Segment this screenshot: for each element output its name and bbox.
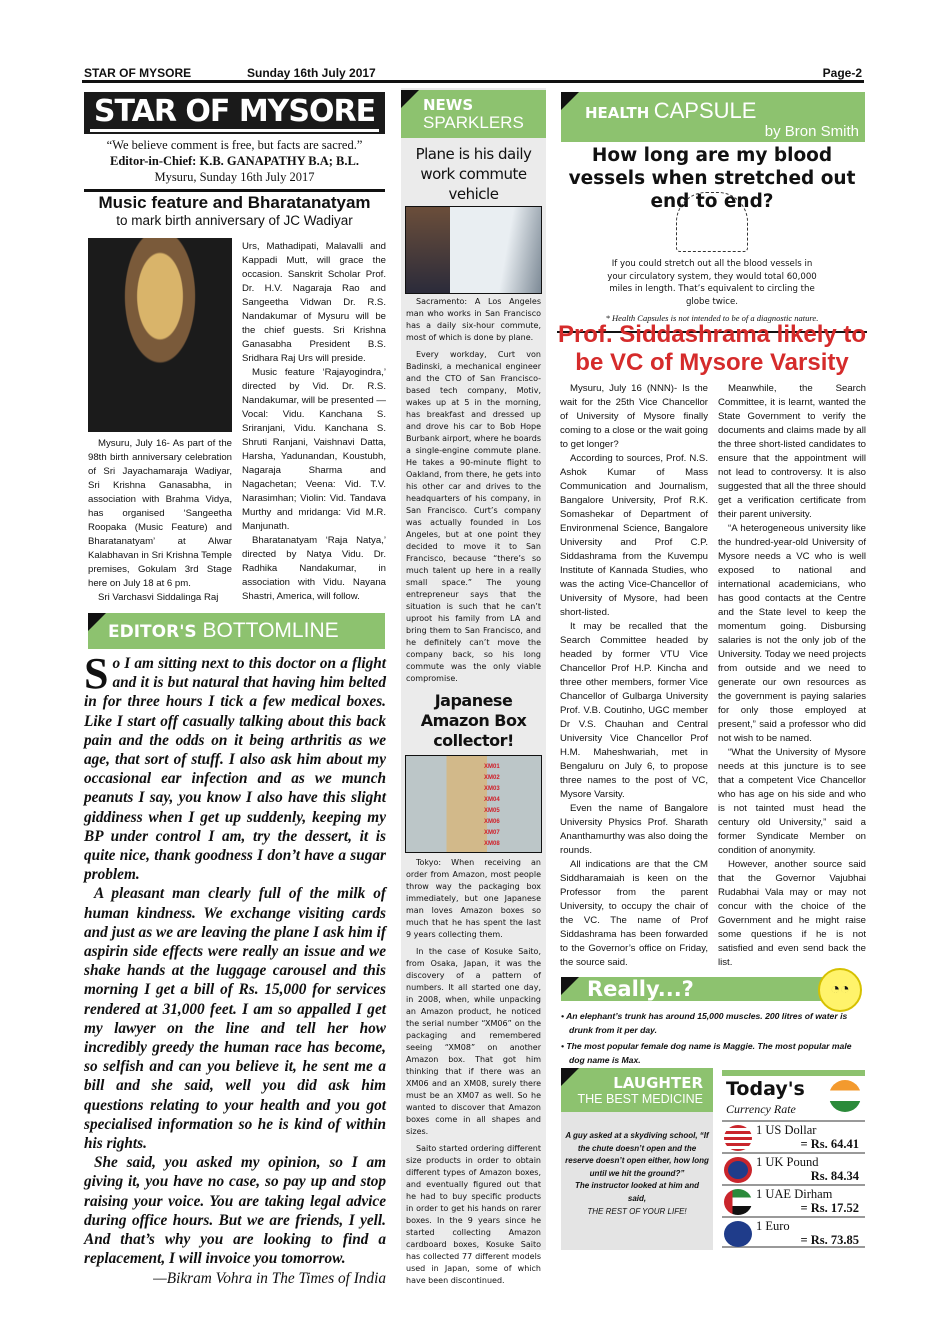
- paragraph: “What the University of Mysore needs at this juncture is to see that a competent Vice Chancellor who has age on his side and who is not tainted must head the century old University,” said a former Syndicate Member on condition of anonymity.: [718, 747, 866, 856]
- plane-headline: Plane is his daily work commute vehicle: [415, 145, 532, 203]
- byline: by Bron Smith: [764, 123, 859, 140]
- us-flag-icon: [724, 1125, 752, 1151]
- paragraph: Even the name of Bangalore University Physics Prof. Sharath Ananthamurthy was also doing the rounds.: [560, 803, 708, 856]
- news-sparklers-band: [401, 90, 546, 138]
- laughter-box: [561, 1068, 713, 1250]
- band-bold: NEWS: [423, 96, 474, 114]
- box-label: XM07: [484, 830, 500, 836]
- drop-cap: S: [84, 649, 109, 698]
- box-label: XM06: [484, 819, 500, 825]
- currency-rates: [722, 1070, 865, 1248]
- masthead-title: STAR OF MYSORE: [90, 94, 379, 132]
- page-number: Page-2: [822, 66, 862, 80]
- amazon-boxes-photo: [405, 755, 542, 853]
- box-label: XM03: [484, 786, 500, 792]
- eu-flag-icon: [724, 1221, 752, 1247]
- paragraph: In the case of Kosuke Saito, from Osaka, Japan, it was the discovery of a pattern of numbers. It all started one day, in 2008, when, while unpacking an Amazon product, he noticed the serial number “XM06” on the packaging and remembered seeing “XM08” on another Amazon box. That got him thinking that if there was an XM06 and an XM08, surely there must be an XM07 as well. So he wanted to discover that Amazon boxes come in all shapes and sizes.: [406, 947, 541, 1136]
- currency-name: 1 Euro: [756, 1219, 790, 1233]
- news-sparklers-column: [401, 88, 546, 1285]
- currency-name: 1 US Dollar: [756, 1123, 817, 1137]
- editor-line: Editor-in-Chief: K.B. GANAPATHY B.A; B.L.: [110, 154, 359, 168]
- rate-row-gbp: [722, 1152, 865, 1184]
- paragraph: She said, you asked my opinion, so I am giving it, you have no case, so pay up and stop raising your voice. You are taking legal advice during office hours. But we are friends, I yell. And that’s why you are looking to find a replacement, I will invoice you tomorrow.: [84, 1154, 386, 1268]
- editors-column: [84, 649, 386, 1288]
- corner-triangle-icon: [561, 1068, 579, 1086]
- rate-row-aed: [722, 1184, 865, 1216]
- music-headline: [84, 193, 385, 228]
- vc-column-1: [560, 382, 708, 970]
- joke-punchline: THE REST OF YOUR LIFE!: [587, 1206, 687, 1216]
- headline: Music feature and Bharatanatyam: [98, 193, 371, 212]
- paragraph: Urs, Mathadipati, Malavalli and Kappadi Mutt, will grace the occasion. Sanskrit Scholar Prof. Dr. H.V. Nagaraja Rao and Sangeetha Vidwan Dr. R.S. Nandakumar of Mysuru will be the chief guests. Sri Krishna Ganasabha President B.S. Sridhara Raj Urs will preside.: [242, 241, 386, 364]
- portrait-photo: [88, 238, 232, 432]
- music-text-left: [88, 437, 232, 605]
- fact-item: • An elephant’s trunk has around 15,000 muscles. 200 litres of water is drunk from it per day.: [561, 1011, 848, 1035]
- currency-title: Today's: [726, 1078, 805, 1100]
- health-text: If you could stretch out all the blood vessels in your circulatory system, they would total 60,000 miles in length. That’s equivalent to circling the globe twice.: [607, 259, 817, 307]
- corner-triangle-icon: [401, 90, 419, 108]
- health-headline: How long are my blood vessels when stretched out end to end?: [568, 145, 856, 212]
- joke-question: A guy asked at a skydiving school, “If the chute doesn’t open and the reserve doesn’t open either, how long until we hit the ground?”: [565, 1131, 709, 1178]
- paragraph: Tokyo: When receiving an order from Amazon, most people throw way the packaging box immediately, but one Japanese man loves Amazon boxes so much that he has spent the last 9 years collecting them.: [406, 858, 541, 939]
- currency-subtitle: Currency Rate: [726, 1102, 796, 1116]
- paragraph: According to sources, Prof. N.S. Ashok Kumar of Mass Communication and Journalism, Bangalore University, Prof R.K. Somashekar of Department of Environmenal Science, Bangalore University and Prof C.P. Siddashrama from the Kuvempu Institute of Kannada Studies, who was the acting Vice-Chancellor of University of Mysore, had been short-listed.: [560, 453, 708, 618]
- music-text-right: [242, 240, 386, 604]
- band-light: CAPSULE: [653, 98, 757, 123]
- health-capsule-band: [561, 92, 865, 142]
- fact-text: The most popular female dog name is Maggie. The most popular male dog name is Max.: [566, 1041, 852, 1065]
- band-light: BOTTOMLINE: [202, 619, 339, 642]
- health-note: * Health Capsules is not intended to be of a diagnostic nature.: [605, 313, 819, 323]
- joke: [565, 1130, 709, 1218]
- page-header: [82, 66, 864, 83]
- lightbulb-mascot-icon: ◔◔: [818, 968, 862, 1012]
- band-bold: HEALTH: [585, 104, 650, 122]
- paragraph: However, another source said that the Governor Vajubhai Rudabhai Vala may or may not concur with the choice of the Government and he might raise some questions if he is not satisfied and even send back the list.: [718, 859, 866, 968]
- currency-value: = Rs. 64.41: [800, 1137, 859, 1151]
- band-title: Really...?: [587, 977, 694, 1001]
- paragraph: o I am sitting next to this doctor on a flight and it is but natural that having him belted in for three hours I tick a few medical boxes. Like I start off casually talking about this back pain and the odds on it being arthritis as we age, that sort of stuff. I also ask him about my occasional ear infection and as we munch peanuts I say, you know I also have this slight giddiness when I get up suddenly, keeping my BP under control I am, try the dessert, it is quite nice, thank goodness I don’t have a sugar problem.: [84, 655, 386, 884]
- masthead-logo: [84, 92, 385, 134]
- subheadline: to mark birth anniversary of JC Wadiyar: [116, 213, 353, 228]
- plane-body: Every workday, Curt von Badinski, a mechanical engineer and the CTO of San Francisco-based tech company, Motiv, wakes up at 5 in the morning, has breakfast and dressed up and drove his car to Bob Hope Burbank airport, where he boards a single-engine commute plane. He takes a 90-minute flight to Oakland, from there, he gets into his other car and drives to the headquarters of his company, in San Francisco. Curt’s company was actually founded in Los Angeles, but at one point they decided to move it to San Francisco, because “there’s so much talent up here in a really small space.” The young entrepreneur says that the situation is such that he can’t uproot his family from LA and bring them to San Francisco, and he definitely can’t move the company back, so his long commute was the only viable compromise.: [406, 350, 541, 683]
- band-bold: LAUGHTER: [613, 1074, 703, 1092]
- amazon-headline: Japanese Amazon Box collector!: [420, 691, 527, 750]
- motto: “We believe comment is free, but facts are sacred.”: [106, 138, 363, 152]
- corner-triangle-icon: [561, 977, 579, 995]
- rate-row-usd: [722, 1120, 865, 1152]
- box-label: XM08: [484, 841, 500, 847]
- paragraph: Mysuru, July 16 (NNN)- Is the wait for the 25th Vice Chancellor of University of Mysore finally coming to a close or the wait going to get longer?: [560, 383, 708, 450]
- fact-item: • The most popular female dog name is Maggie. The most popular male dog name is Max.: [561, 1041, 852, 1065]
- band-light: SPARKLERS: [423, 113, 524, 132]
- currency-value: = Rs. 73.85: [800, 1233, 859, 1247]
- band-bold: EDITOR'S: [108, 622, 197, 642]
- paragraph: It may be recalled that the Search Committee headed by headed by former VTU Vice Chancellor Prof H.P. Kincha and three other members, former Vice Chancellor of Gulbarga University Prof. V.B. Coutinho, UGC member Dr V.S. Chauhan and Central University Vice Chancellor Prof H.M. Maheshwariah, met in Bengaluru on July 6, to propose three names to the post of VC, Mysore Varsity.: [560, 621, 708, 800]
- paragraph: Saito started ordering different size products in order to obtain different types of Amazon boxes, and eventually figured out that he had to buy specific products in order to get his hands on rarer boxes. In the 9 years since he started collecting Amazon cardboard boxes, Kosuke Saito has collected 77 different models used in Japan, some of which have been discontinued.: [406, 1144, 541, 1285]
- paragraph: Music feature ‘Rajayogindra,’ directed by Vid. Dr. R.S. Nandakumar, will be presented — Vocal: Vidu. Kanchana S. Sriranjani, Vidu. Kanchana S. Shruti Ranjani, Vaishnavi Datta, Harsha, Yadunandan, Koustubh, Nagaraja Sharma and Nagachetan; Veena: Vid. T.V. Narasimhan; Violin: Vid. Tandava Murthy and mridanga: Vid M.R. Manjunath.: [242, 367, 386, 532]
- currency-name: 1 UK Pound: [756, 1155, 819, 1169]
- plane-photo: [405, 206, 542, 294]
- box-label: XM01: [484, 764, 500, 770]
- fact-text: An elephant’s trunk has around 15,000 muscles. 200 litres of water is drunk from it per day.: [566, 1011, 848, 1035]
- band-light: THE BEST MEDICINE: [577, 1092, 703, 1106]
- laughter-band: [561, 1068, 713, 1112]
- paragraph: Meanwhile, the Search Committee, it is learnt, wanted the State Government to verify the documents and claims made by all the three short-listed candidates to ensure that the appointment will not lead to controversy. It is also suggested that all the three should get a verification certificate from their parent university.: [718, 383, 866, 520]
- credit: —Bikram Vohra in The Times of India: [153, 1269, 386, 1287]
- corner-triangle-icon: [88, 613, 106, 631]
- india-flag-icon: [829, 1080, 861, 1112]
- box-label: XM05: [484, 808, 500, 814]
- box-label: XM02: [484, 775, 500, 781]
- paragraph: A pleasant man clearly full of the milk of human kindness. We exchange visiting cards and just as we are leaving the plane I ask him if aspirin side effects were really an issue and we shake hands at the luggage carousel and this morning I get a bill of Rs. 15,000 for services rendered at 31,000 feet. I am so appalled I get my lawyer on the line and tell her how incredibly greedy the human race has become, so selfish and can you believe it, he sent me a bill and she said, well you did ask him questions relating to your health and you got specialised information so he is kind of within his rights.: [84, 885, 386, 1153]
- dateline: Mysuru, Sunday 16th July 2017: [154, 170, 315, 184]
- paragraph: Sri Varchasvi Siddalinga Raj: [98, 592, 219, 603]
- facts-list: [561, 1010, 867, 1070]
- issue-date: Sunday 16th July 2017: [247, 66, 376, 80]
- currency-value: = Rs. 17.52: [800, 1201, 859, 1215]
- editors-bottomline-band: [88, 613, 385, 649]
- paragraph: Bharatanatyam ‘Raja Natya,’ directed by Natya Vidu. Dr. Radhika Nandakumar, in association with Vidu. Nayana Shastri, America, will follow.: [242, 535, 386, 602]
- paragraph: “A heterogeneous university like the hundred-year-old University of Mysore needs a VC who is well exposed to national and international academicians, who has good contacts at the Centre and the State level to keep the momentum going. Disbursing salaries is not the only job of the University. Today we need projects from outside and we need to generate our own resources as the government is paying salaries for only those employed at present,” said a professor who did not wish to be named.: [718, 523, 866, 744]
- corner-triangle-icon: [561, 92, 579, 110]
- rate-row-eur: [722, 1216, 865, 1248]
- uk-flag-icon: [724, 1157, 752, 1183]
- vc-headline: Prof. Siddashrama likely to be VC of Mysore Varsity: [557, 321, 867, 376]
- uae-flag-icon: [724, 1189, 752, 1215]
- box-label: XM04: [484, 797, 500, 803]
- masthead-info: [84, 137, 385, 192]
- vc-column-2: [718, 382, 866, 970]
- paper-name: STAR OF MYSORE: [84, 66, 192, 80]
- paragraph: All indications are that the CM Siddharamaiah is keen on the Professor from the parent University, to occupy the chair of the VC. The name of Prof Siddashrama has been forwarded to the Governor’s office on Friday, the source said.: [560, 859, 708, 968]
- plane-caption: Sacramento: A Los Angeles man who works in San Francisco has a daily six-hour commute, most of which is done by plane.: [406, 297, 541, 342]
- currency-name: 1 UAE Dirham: [756, 1187, 833, 1201]
- currency-value: Rs. 84.34: [810, 1169, 859, 1183]
- paragraph: Mysuru, July 16- As part of the 98th birth anniversary celebration of Sri Jayachamaraja Wadiyar, Sri Krishna Ganasabha, in association with Brahma Vidya, has organised ‘Sangeetha Roopaka (Music Feature) and Bharatanatyam’ at Alwar Kalabhavan in Sri Krishna Temple premises, Gokulam 3rd Stage here on July 18 at 6 pm.: [88, 438, 232, 589]
- cartoon-image: [676, 192, 748, 252]
- joke-answer: The instructor looked at him and said,: [574, 1181, 699, 1203]
- really-band: [561, 977, 841, 1001]
